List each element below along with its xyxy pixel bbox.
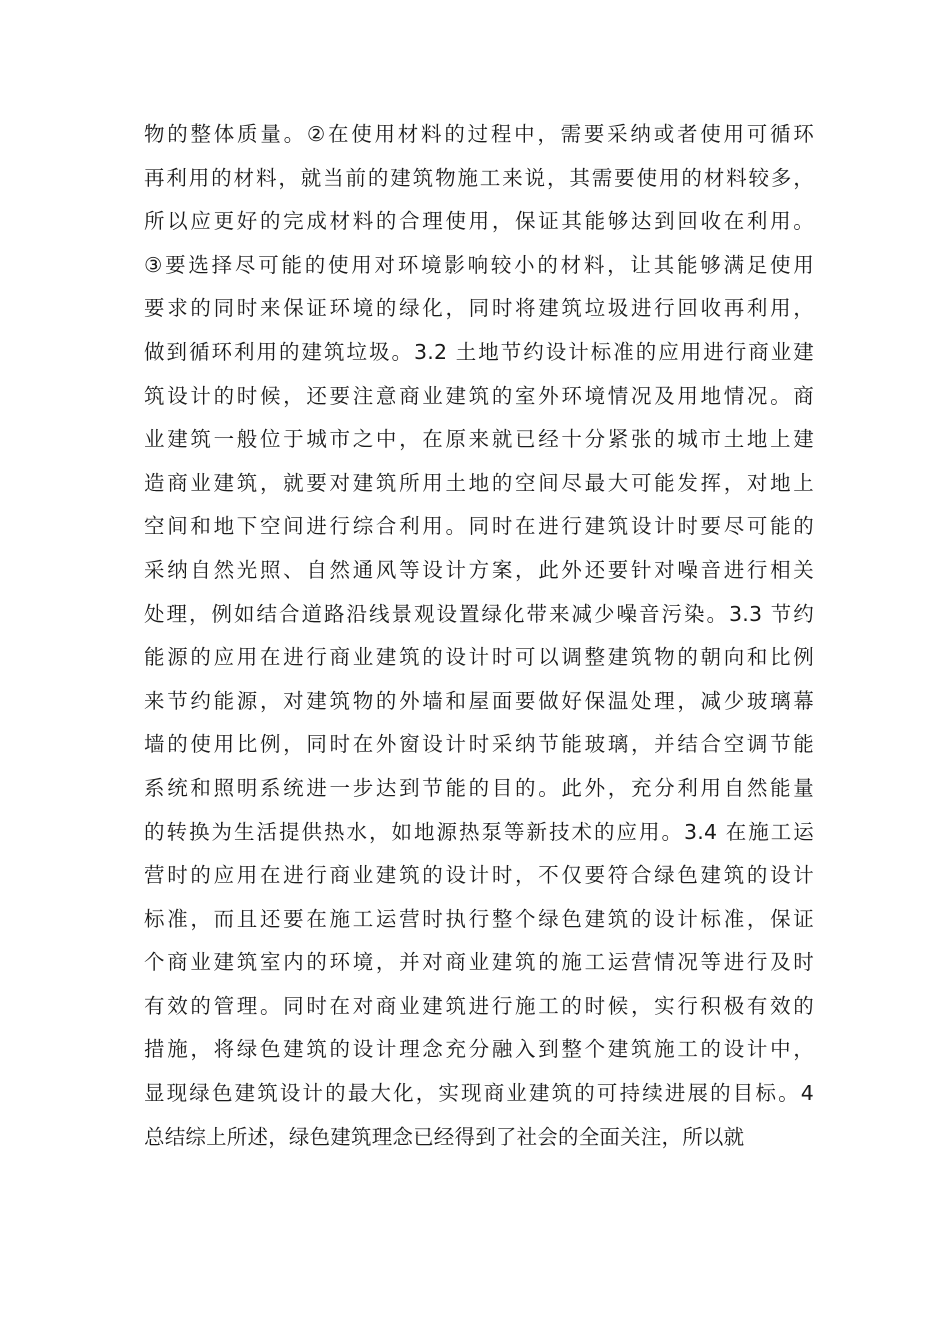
text-line: 筑设计的时候，还要注意商业建筑的室外环境情况及用地情况。商 [144,383,814,408]
text-line: 能源的应用在进行商业建筑的设计时可以调整建筑物的朝向和比例 [144,645,814,670]
text-line: 墙的使用比例，同时在外窗设计时采纳节能玻璃，并结合空调节能 [144,732,814,757]
text-line: 标准，而且还要在施工运营时执行整个绿色建筑的设计标准，保证 [144,906,814,931]
text-line: 有效的管理。同时在对商业建筑进行施工的时候，实行积极有效的 [144,993,814,1018]
text-line: 营时的应用在进行商业建筑的设计时，不仅要符合绿色建筑的设计 [144,863,814,888]
text-line: 采纳自然光照、自然通风等设计方案，此外还要针对噪音进行相关 [144,557,814,582]
text-line: ③要选择尽可能的使用对环境影响较小的材料，让其能够满足使用 [144,252,814,277]
text-line: 做到循环利用的建筑垃圾。3.2 土地节约设计标准的应用进行商业建 [144,339,814,364]
text-line: 系统和照明系统进一步达到节能的目的。此外，充分利用自然能量 [144,775,814,800]
text-line: 来节约能源，对建筑物的外墙和屋面要做好保温处理，减少玻璃幕 [144,688,814,713]
body-text [144,113,814,1159]
text-line: 要求的同时来保证环境的绿化，同时将建筑垃圾进行回收再利用， [144,296,814,321]
text-line: 物的整体质量。②在使用材料的过程中，需要采纳或者使用可循环 [144,122,814,146]
text-line: 总结综上所述，绿色建筑理念已经得到了社会的全面关注，所以就 [144,1124,745,1149]
text-line: 空间和地下空间进行综合利用。同时在进行建筑设计时要尽可能的 [144,514,814,539]
text-line: 个商业建筑室内的环境，并对商业建筑的施工运营情况等进行及时 [144,950,814,975]
text-line: 显现绿色建筑设计的最大化，实现商业建筑的可持续进展的目标。4 [144,1081,814,1106]
text-line: 再利用的材料，就当前的建筑物施工来说，其需要使用的材料较多， [144,165,814,190]
text-line: 措施，将绿色建筑的设计理念充分融入到整个建筑施工的设计中， [144,1037,814,1062]
text-line: 业建筑一般位于城市之中，在原来就已经十分紧张的城市土地上建 [144,427,814,452]
text-line: 的转换为生活提供热水，如地源热泵等新技术的应用。3.4 在施工运 [144,819,814,844]
text-line: 处理，例如结合道路沿线景观设置绿化带来减少噪音污染。3.3 节约 [144,601,814,626]
text-line: 所以应更好的完成材料的合理使用，保证其能够达到回收在利用。 [144,209,814,234]
text-line: 造商业建筑，就要对建筑所用土地的空间尽最大可能发挥，对地上 [144,470,814,495]
